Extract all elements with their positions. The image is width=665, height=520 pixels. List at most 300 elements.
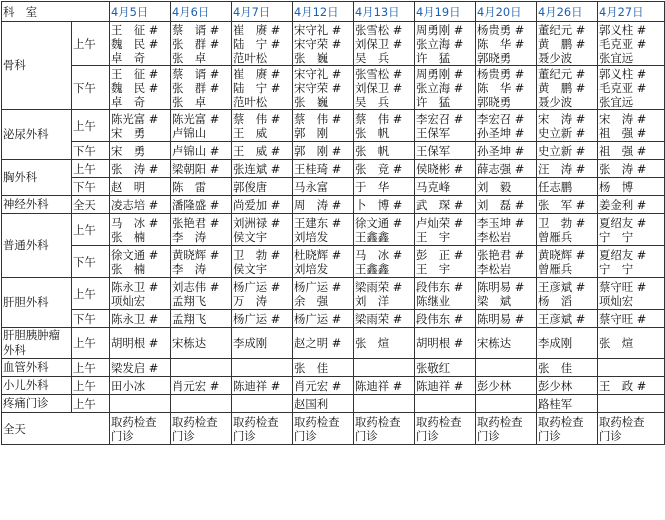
- doctor-name: 余 强: [294, 293, 329, 308]
- table-row: [2, 178, 665, 196]
- doctor-cell: [476, 214, 537, 246]
- doctor-name: 郭义柱 #: [599, 22, 647, 37]
- doctor-name: 黄 鹏 #: [538, 80, 586, 95]
- doctor-name: 张 帆: [355, 125, 390, 140]
- table-row: [2, 395, 665, 413]
- doctor-name: 王 宇: [416, 229, 451, 244]
- doctor-cell: [476, 310, 537, 328]
- doctor-name: 刘保卫 #: [355, 36, 403, 51]
- time-cell: 下午: [72, 246, 110, 278]
- doctor-name: 周勇刚 #: [416, 66, 464, 81]
- doctor-cell: [415, 328, 476, 359]
- doctor-cell: [232, 395, 293, 413]
- doctor-name: [233, 361, 291, 375]
- doctor-name: 宁 宁: [599, 261, 634, 276]
- doctor-name: 王保军: [416, 125, 451, 140]
- doctor-name: 宋 涛 #: [599, 111, 647, 126]
- doctor-name: 陈明易 #: [477, 311, 525, 326]
- doctor-name: 陈迪祥 #: [416, 378, 464, 393]
- doctor-name: 李宏召 #: [477, 111, 525, 126]
- doctor-name: 李成刚: [538, 336, 573, 350]
- doctor-cell: [537, 196, 598, 214]
- doctor-name: 郭 刚 #: [294, 143, 342, 158]
- doctor-name: 郭俊唐: [233, 179, 268, 194]
- footer-text: 取药检查: [477, 414, 523, 429]
- doctor-name: [355, 397, 413, 411]
- doctor-name: 王保军: [416, 143, 451, 158]
- doctor-name: 马 冰 #: [111, 215, 159, 230]
- doctor-cell: [598, 377, 665, 395]
- footer-cell: [171, 413, 232, 445]
- doctor-cell: [598, 22, 665, 66]
- schedule-body: [2, 2, 665, 445]
- doctor-name: 董纪元 #: [538, 66, 586, 81]
- doctor-cell: [110, 66, 171, 110]
- doctor-name: 蔡 谞 #: [172, 22, 220, 37]
- doctor-cell: [171, 377, 232, 395]
- doctor-cell: [537, 377, 598, 395]
- doctor-cell: [415, 246, 476, 278]
- doctor-cell: [537, 278, 598, 310]
- time-cell: 上午: [72, 359, 110, 377]
- doctor-cell: [537, 178, 598, 196]
- footer-row: [2, 413, 665, 445]
- doctor-name: 张 涛 #: [111, 161, 159, 176]
- doctor-cell: [354, 178, 415, 196]
- doctor-cell: [171, 214, 232, 246]
- doctor-cell: [415, 110, 476, 142]
- doctor-name: [233, 397, 291, 411]
- time-cell: 全天: [72, 196, 110, 214]
- doctor-cell: [110, 278, 171, 310]
- doctor-name: 陈永卫 #: [111, 279, 159, 294]
- doctor-name: 梁雨荣 #: [355, 311, 403, 326]
- doctor-name: 蔡 伟 #: [294, 111, 342, 126]
- footer-text: 取药检查: [233, 414, 279, 429]
- doctor-cell: [537, 160, 598, 178]
- time-cell: 上午: [72, 160, 110, 178]
- doctor-name: 王 政 #: [599, 378, 647, 393]
- doctor-name: 侯文宇: [233, 261, 268, 276]
- time-cell: 上午: [72, 377, 110, 395]
- doctor-cell: [354, 196, 415, 214]
- doctor-cell: [110, 142, 171, 160]
- doctor-name: 杨广运 #: [294, 279, 342, 294]
- doctor-name: 彭少林: [538, 378, 573, 393]
- doctor-name: 陈永卫 #: [111, 311, 159, 326]
- doctor-name: 张 卓: [172, 94, 207, 109]
- header-row: [2, 2, 665, 22]
- doctor-name: 曾雁兵: [538, 261, 573, 276]
- doctor-name: 张艳君 #: [172, 215, 220, 230]
- dept-name: 骨科: [3, 58, 26, 72]
- doctor-cell: [293, 22, 354, 66]
- doctor-cell: [354, 359, 415, 377]
- table-row: [2, 142, 665, 160]
- doctor-name: 路桂军: [538, 396, 573, 411]
- doctor-name: 张立海 #: [416, 36, 464, 51]
- doctor-name: 卢锦山: [172, 125, 207, 140]
- time-cell: 下午: [72, 310, 110, 328]
- footer-text: 取药检查: [294, 414, 340, 429]
- time-cell: 上午: [72, 328, 110, 359]
- doctor-cell: [171, 395, 232, 413]
- doctor-cell: [293, 359, 354, 377]
- doctor-name: [172, 397, 230, 411]
- doctor-cell: [415, 395, 476, 413]
- doctor-name: 宋 涛 #: [538, 111, 586, 126]
- doctor-cell: [110, 160, 171, 178]
- doctor-name: 王彦斌 #: [538, 279, 586, 294]
- doctor-name: 郭晓勇: [477, 94, 512, 109]
- doctor-name: 蔡守旺 #: [599, 311, 647, 326]
- doctor-name: 吴 兵: [355, 50, 390, 65]
- doctor-name: 赵 明: [111, 179, 146, 194]
- doctor-name: 马克峰: [416, 179, 451, 194]
- doctor-cell: [354, 142, 415, 160]
- doctor-name: 陆 宁 #: [233, 36, 281, 51]
- doctor-name: 尚爱加 #: [233, 197, 281, 212]
- doctor-cell: [232, 142, 293, 160]
- doctor-name: 陈迪祥 #: [355, 378, 403, 393]
- doctor-cell: [476, 196, 537, 214]
- doctor-name: 孟翔飞: [172, 293, 207, 308]
- doctor-cell: [598, 196, 665, 214]
- doctor-name: 陈明易 #: [477, 279, 525, 294]
- doctor-name: 李 涛: [172, 229, 207, 244]
- doctor-cell: [110, 395, 171, 413]
- doctor-name: 梁发启 #: [111, 360, 159, 375]
- doctor-name: 张 群 #: [172, 36, 220, 51]
- doctor-name: 王 威 #: [233, 143, 281, 158]
- doctor-name: 徐文通 #: [111, 247, 159, 262]
- doctor-name: 李松岩: [477, 261, 512, 276]
- doctor-name: 宋守荣 #: [294, 36, 342, 51]
- doctor-name: 宋栋达: [477, 336, 512, 350]
- dept-name: 肝胆胰肿瘤外科: [3, 328, 60, 357]
- doctor-cell: [476, 246, 537, 278]
- doctor-cell: [537, 395, 598, 413]
- footer-text: 取药检查: [538, 414, 584, 429]
- doctor-name: 杨贵勇 #: [477, 66, 525, 81]
- doctor-name: 孟翔飞: [172, 311, 207, 326]
- time-cell: 下午: [72, 142, 110, 160]
- doctor-cell: [537, 110, 598, 142]
- doctor-name: 卢灿荣 #: [416, 215, 464, 230]
- dept-cell: [2, 359, 72, 377]
- doctor-name: 杨 博: [599, 179, 634, 194]
- doctor-name: 王鑫鑫: [355, 229, 390, 244]
- table-row: [2, 160, 665, 178]
- doctor-name: 陆 宁 #: [233, 80, 281, 95]
- doctor-name: 侯晓彬 #: [416, 161, 464, 176]
- doctor-cell: [354, 310, 415, 328]
- doctor-cell: [415, 278, 476, 310]
- dept-name: 普通外科: [3, 238, 49, 252]
- doctor-name: 聂少波: [538, 94, 573, 109]
- doctor-name: 张宜远: [599, 50, 634, 65]
- doctor-name: 潘隆盛 #: [172, 197, 220, 212]
- dept-name: 疼痛门诊: [3, 396, 49, 410]
- doctor-name: 孙圣坤 #: [477, 143, 525, 158]
- doctor-cell: [232, 246, 293, 278]
- header-date: 4月5日: [110, 2, 171, 22]
- doctor-name: 梁雨荣 #: [355, 279, 403, 294]
- doctor-name: 陈 华 #: [477, 36, 525, 51]
- dept-cell: [2, 160, 72, 196]
- doctor-name: 马永富: [294, 179, 329, 194]
- doctor-cell: [110, 178, 171, 196]
- doctor-cell: [232, 22, 293, 66]
- doctor-cell: [110, 377, 171, 395]
- doctor-name: 凌志培 #: [111, 197, 159, 212]
- doctor-cell: [110, 196, 171, 214]
- doctor-cell: [598, 395, 665, 413]
- doctor-name: 范叶松: [233, 94, 268, 109]
- doctor-name: 侯文宇: [233, 229, 268, 244]
- doctor-cell: [537, 246, 598, 278]
- doctor-cell: [476, 328, 537, 359]
- doctor-name: 陈 华 #: [477, 80, 525, 95]
- doctor-name: 张 涛 #: [599, 161, 647, 176]
- schedule-table: [1, 1, 665, 445]
- doctor-name: 薛志强 #: [477, 161, 525, 176]
- doctor-cell: [537, 66, 598, 110]
- time-cell: 上午: [72, 110, 110, 142]
- doctor-name: 田小冰: [111, 378, 146, 393]
- doctor-cell: [415, 178, 476, 196]
- doctor-cell: [293, 196, 354, 214]
- doctor-name: 蔡 伟 #: [355, 111, 403, 126]
- doctor-name: 马 冰 #: [355, 247, 403, 262]
- doctor-name: 张 巍: [294, 94, 329, 109]
- doctor-cell: [476, 377, 537, 395]
- doctor-name: 郭义柱 #: [599, 66, 647, 81]
- doctor-name: 吴 兵: [355, 94, 390, 109]
- doctor-name: 段伟东 #: [416, 311, 464, 326]
- doctor-cell: [598, 359, 665, 377]
- doctor-name: 万 涛: [233, 293, 268, 308]
- doctor-name: 毛克亚 #: [599, 80, 647, 95]
- header-date: 4月19日: [415, 2, 476, 22]
- doctor-name: 蔡守旺 #: [599, 279, 647, 294]
- doctor-name: 黄晓辉 #: [538, 247, 586, 262]
- doctor-name: 张 楠: [111, 229, 146, 244]
- dept-cell: [2, 395, 72, 413]
- dept-cell: [2, 110, 72, 160]
- header-date: 4月13日: [354, 2, 415, 22]
- doctor-cell: [171, 142, 232, 160]
- doctor-name: [172, 361, 230, 375]
- doctor-cell: [354, 214, 415, 246]
- footer-cell: [476, 413, 537, 445]
- doctor-name: 张雪松 #: [355, 66, 403, 81]
- doctor-name: 张 竞 #: [355, 161, 403, 176]
- doctor-name: 黄 鹏 #: [538, 36, 586, 51]
- doctor-name: 祖 强 #: [599, 125, 647, 140]
- doctor-cell: [354, 328, 415, 359]
- dept-name: 小儿外科: [3, 378, 49, 392]
- doctor-name: 董纪元 #: [538, 22, 586, 37]
- doctor-name: 胡明根 #: [111, 336, 159, 350]
- doctor-name: 孙圣坤 #: [477, 125, 525, 140]
- doctor-name: 毛克亚 #: [599, 36, 647, 51]
- footer-text: 门诊: [233, 428, 256, 443]
- time-cell: 下午: [72, 66, 110, 110]
- table-row: [2, 246, 665, 278]
- doctor-name: [599, 397, 663, 411]
- dept-cell: [2, 328, 72, 359]
- doctor-name: 王建东 #: [294, 215, 342, 230]
- time-cell: 下午: [72, 178, 110, 196]
- doctor-name: [416, 397, 474, 411]
- table-row: [2, 359, 665, 377]
- doctor-cell: [476, 359, 537, 377]
- doctor-cell: [232, 178, 293, 196]
- doctor-name: 范叶松: [233, 50, 268, 65]
- footer-text: 取药检查: [111, 414, 157, 429]
- doctor-name: 魏 民 #: [111, 36, 159, 51]
- doctor-cell: [293, 310, 354, 328]
- doctor-name: 陈光富 #: [111, 111, 159, 126]
- doctor-name: 刘 毅: [477, 179, 512, 194]
- doctor-name: 李成刚: [233, 336, 268, 350]
- doctor-name: 杨贵勇 #: [477, 22, 525, 37]
- doctor-cell: [232, 214, 293, 246]
- footer-text: 取药检查: [416, 414, 462, 429]
- doctor-name: 王桂琦 #: [294, 161, 342, 176]
- doctor-name: 彭少林: [477, 378, 512, 393]
- doctor-name: 宋 勇: [111, 125, 146, 140]
- doctor-name: 刘培发: [294, 229, 329, 244]
- footer-cell: [354, 413, 415, 445]
- doctor-name: 黄晓辉 #: [172, 247, 220, 262]
- doctor-name: 梁朝阳 #: [172, 161, 220, 176]
- doctor-cell: [537, 310, 598, 328]
- doctor-cell: [110, 328, 171, 359]
- doctor-name: [477, 361, 535, 375]
- doctor-cell: [293, 142, 354, 160]
- doctor-cell: [415, 196, 476, 214]
- footer-text: 取药检查: [599, 414, 645, 429]
- doctor-name: 张连斌 #: [233, 161, 281, 176]
- doctor-name: 王彦斌 #: [538, 311, 586, 326]
- doctor-name: 崔 赓 #: [233, 22, 281, 37]
- doctor-cell: [598, 66, 665, 110]
- doctor-name: 卢锦山 #: [172, 143, 220, 158]
- doctor-cell: [110, 246, 171, 278]
- doctor-name: 彭 正 #: [416, 247, 464, 262]
- doctor-name: 周勇刚 #: [416, 22, 464, 37]
- footer-cell: [537, 413, 598, 445]
- time-cell: 上午: [72, 22, 110, 66]
- doctor-name: 李松岩: [477, 229, 512, 244]
- dept-name: 血管外科: [3, 360, 49, 374]
- time-cell: 上午: [72, 278, 110, 310]
- table-row: [2, 310, 665, 328]
- doctor-name: 魏 民 #: [111, 80, 159, 95]
- doctor-cell: [415, 377, 476, 395]
- header-date: 4月26日: [537, 2, 598, 22]
- doctor-cell: [232, 66, 293, 110]
- doctor-name: 周 涛 #: [294, 197, 342, 212]
- footer-text: 门诊: [599, 428, 622, 443]
- doctor-name: 王 宇: [416, 261, 451, 276]
- doctor-name: 崔 赓 #: [233, 66, 281, 81]
- doctor-cell: [232, 160, 293, 178]
- footer-text: 门诊: [294, 428, 317, 443]
- doctor-cell: [171, 359, 232, 377]
- doctor-name: 王 威: [233, 125, 268, 140]
- doctor-cell: [537, 214, 598, 246]
- doctor-name: 宋 勇: [111, 143, 146, 158]
- doctor-cell: [354, 377, 415, 395]
- header-date: 4月27日: [598, 2, 665, 22]
- dept-cell: [2, 214, 72, 278]
- footer-text: 取药检查: [172, 414, 218, 429]
- doctor-cell: [537, 359, 598, 377]
- doctor-name: 史立新 #: [538, 125, 586, 140]
- table-row: [2, 196, 665, 214]
- footer-cell: [293, 413, 354, 445]
- doctor-name: [355, 361, 413, 375]
- doctor-cell: [537, 142, 598, 160]
- doctor-name: 宁 宁: [599, 229, 634, 244]
- doctor-cell: [476, 66, 537, 110]
- doctor-name: 任志鹏: [538, 179, 573, 194]
- doctor-name: [477, 397, 535, 411]
- doctor-cell: [171, 246, 232, 278]
- doctor-name: 张 帆: [355, 143, 390, 158]
- doctor-name: 徐文通 #: [355, 215, 403, 230]
- table-row: [2, 278, 665, 310]
- doctor-cell: [415, 22, 476, 66]
- doctor-cell: [171, 328, 232, 359]
- doctor-name: 张 卓: [172, 50, 207, 65]
- doctor-cell: [293, 178, 354, 196]
- doctor-cell: [354, 110, 415, 142]
- table-row: [2, 328, 665, 359]
- doctor-cell: [110, 310, 171, 328]
- doctor-name: 刘志伟 #: [172, 279, 220, 294]
- doctor-cell: [415, 142, 476, 160]
- doctor-cell: [476, 395, 537, 413]
- doctor-name: 刘培发: [294, 261, 329, 276]
- doctor-cell: [415, 359, 476, 377]
- table-row: [2, 377, 665, 395]
- doctor-cell: [171, 66, 232, 110]
- footer-text: 门诊: [355, 428, 378, 443]
- doctor-cell: [293, 214, 354, 246]
- doctor-name: 段伟东 #: [416, 279, 464, 294]
- doctor-name: 陈迪祥 #: [233, 378, 281, 393]
- doctor-cell: [354, 22, 415, 66]
- doctor-cell: [171, 22, 232, 66]
- doctor-name: 杨广运 #: [233, 311, 281, 326]
- doctor-cell: [476, 160, 537, 178]
- doctor-name: 聂少波: [538, 50, 573, 65]
- doctor-name: 杨广运 #: [294, 311, 342, 326]
- doctor-cell: [598, 142, 665, 160]
- doctor-name: 张立海 #: [416, 80, 464, 95]
- doctor-name: 张 佳: [294, 360, 329, 375]
- doctor-name: 曾雁兵: [538, 229, 573, 244]
- footer-cell: [415, 413, 476, 445]
- footer-cell: [598, 413, 665, 445]
- doctor-cell: [415, 66, 476, 110]
- doctor-cell: [171, 278, 232, 310]
- doctor-name: 夏绍友 #: [599, 215, 647, 230]
